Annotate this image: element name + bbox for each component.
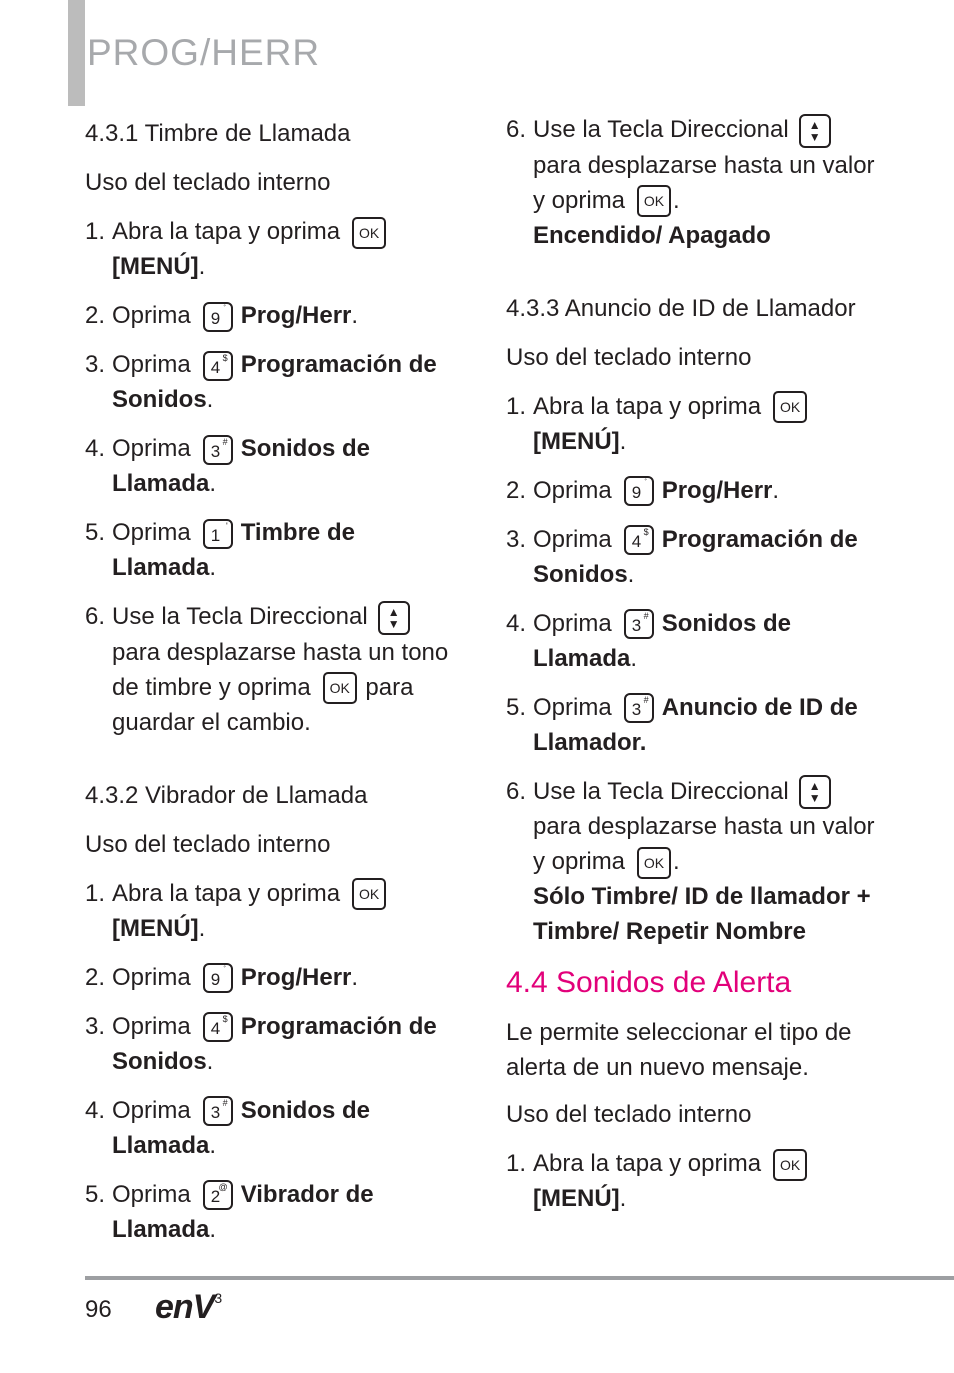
key-9-icon: 9 ﾞ [203,963,233,993]
list-item: 3. Oprima 4 $ Programación de Sonidos. [506,525,858,588]
list-item: 5. Oprima 3 # Anuncio de ID de Llamador. [506,693,858,756]
section-432-title: 4.3.2 Vibrador de Llamada [85,781,368,809]
list-item: 3. Oprima 4 $ Programación de Sonidos. [85,1012,437,1075]
uso-label: Uso del teclado interno [85,169,331,196]
uso-label: Uso del teclado interno [506,1101,752,1129]
key-3-icon: 3 # [624,693,654,723]
nav-key-icon: ▲ ▼ [378,601,410,635]
key-4-icon: 4 $ [203,351,233,381]
list-item: 1. Abra la tapa y oprima OK [MENÚ]. [506,389,881,459]
key-9-icon: 9 ﾞ [624,476,654,506]
list-item: 4. Oprima 3 # Sonidos de Llamada. [506,609,792,672]
ok-key-icon: OK [352,217,386,249]
page-number: 96 [85,1296,112,1323]
section-44-description: Le permite seleccionar el tipo de alerta de un nuevo mensaje. [506,1019,852,1082]
list-item: 4. Oprima 3 # Sonidos de Llamada. [85,1096,371,1159]
list-item: 6. Use la Tecla Direccional ▲ ▼ para desplazarse hasta un valor y oprima OK . Encendido/ Apagado [506,112,881,253]
ok-key-icon: OK [773,391,807,423]
key-9-icon: 9 ﾞ [203,302,233,332]
section-44-title: 4.4 Sonidos de Alerta [506,966,792,1000]
list-item: 2. Oprima 9 ﾞ Prog/Herr. [506,473,881,508]
left-column [85,112,455,1261]
key-3-icon: 3 # [203,435,233,465]
ok-key-icon: OK [637,185,671,217]
list-item: 5. Oprima 2 @ Vibrador de Llamada. [85,1180,374,1243]
nav-key-icon: ▲ ▼ [799,775,831,809]
env-logo: enV$^3$ [155,1288,222,1326]
list-item: 1. Abra la tapa y oprima OK [MENÚ]. [506,1146,881,1216]
uso-label: Uso del teclado interno [85,830,331,858]
page-title: PROG/HERR [87,32,321,73]
ok-key-icon: OK [352,878,386,910]
key-2-icon: 2 @ [203,1180,233,1210]
header-bar [68,0,85,106]
footer-divider [85,1276,954,1280]
section-433-title: 4.3.3 Anuncio de ID de Llamador [506,294,856,322]
list-item: 1. Abra la tapa y oprima OK [MENÚ]. [85,876,455,946]
key-4-icon: 4 $ [624,525,654,555]
list-item: 4. Oprima 3 # Sonidos de Llamada. [85,435,371,497]
ok-key-icon: OK [323,672,357,704]
list-item: 6. Use la Tecla Direccional ▲ ▼ para desplazarse hasta un tono de timbre y oprima OK para guardar el cambio. [85,599,455,740]
key-3-icon: 3 # [203,1096,233,1126]
list-item: 2. Oprima 9 ﾞ Prog/Herr. [85,298,455,333]
key-3-icon: 3 # [624,609,654,639]
list-item: 1. Abra la tapa y oprima OK [MENÚ]. [85,214,455,284]
list-item: 2. Oprima 9 ﾞ Prog/Herr. [85,960,455,995]
ok-key-icon: OK [637,847,671,879]
right-column [506,112,881,1230]
list-item: 3. Oprima 4 $ Programación de Sonidos. [85,351,437,413]
section-431-title: 4.3.1 Timbre de Llamada [85,120,351,147]
key-4-icon: 4 $ [203,1012,233,1042]
list-item: 5. Oprima 1 ' Timbre de Llamada. [85,519,355,581]
uso-label: Uso del teclado interno [506,343,752,371]
key-1-icon: 1 ' [203,519,233,549]
list-item: 6. Use la Tecla Direccional ▲ ▼ para desplazarse hasta un valor y oprima OK . Sólo Timbre/ ID de llamador + Timbre/ Repetir Nombre [506,774,881,950]
ok-key-icon: OK [773,1149,807,1181]
nav-key-icon: ▲ ▼ [799,114,831,148]
